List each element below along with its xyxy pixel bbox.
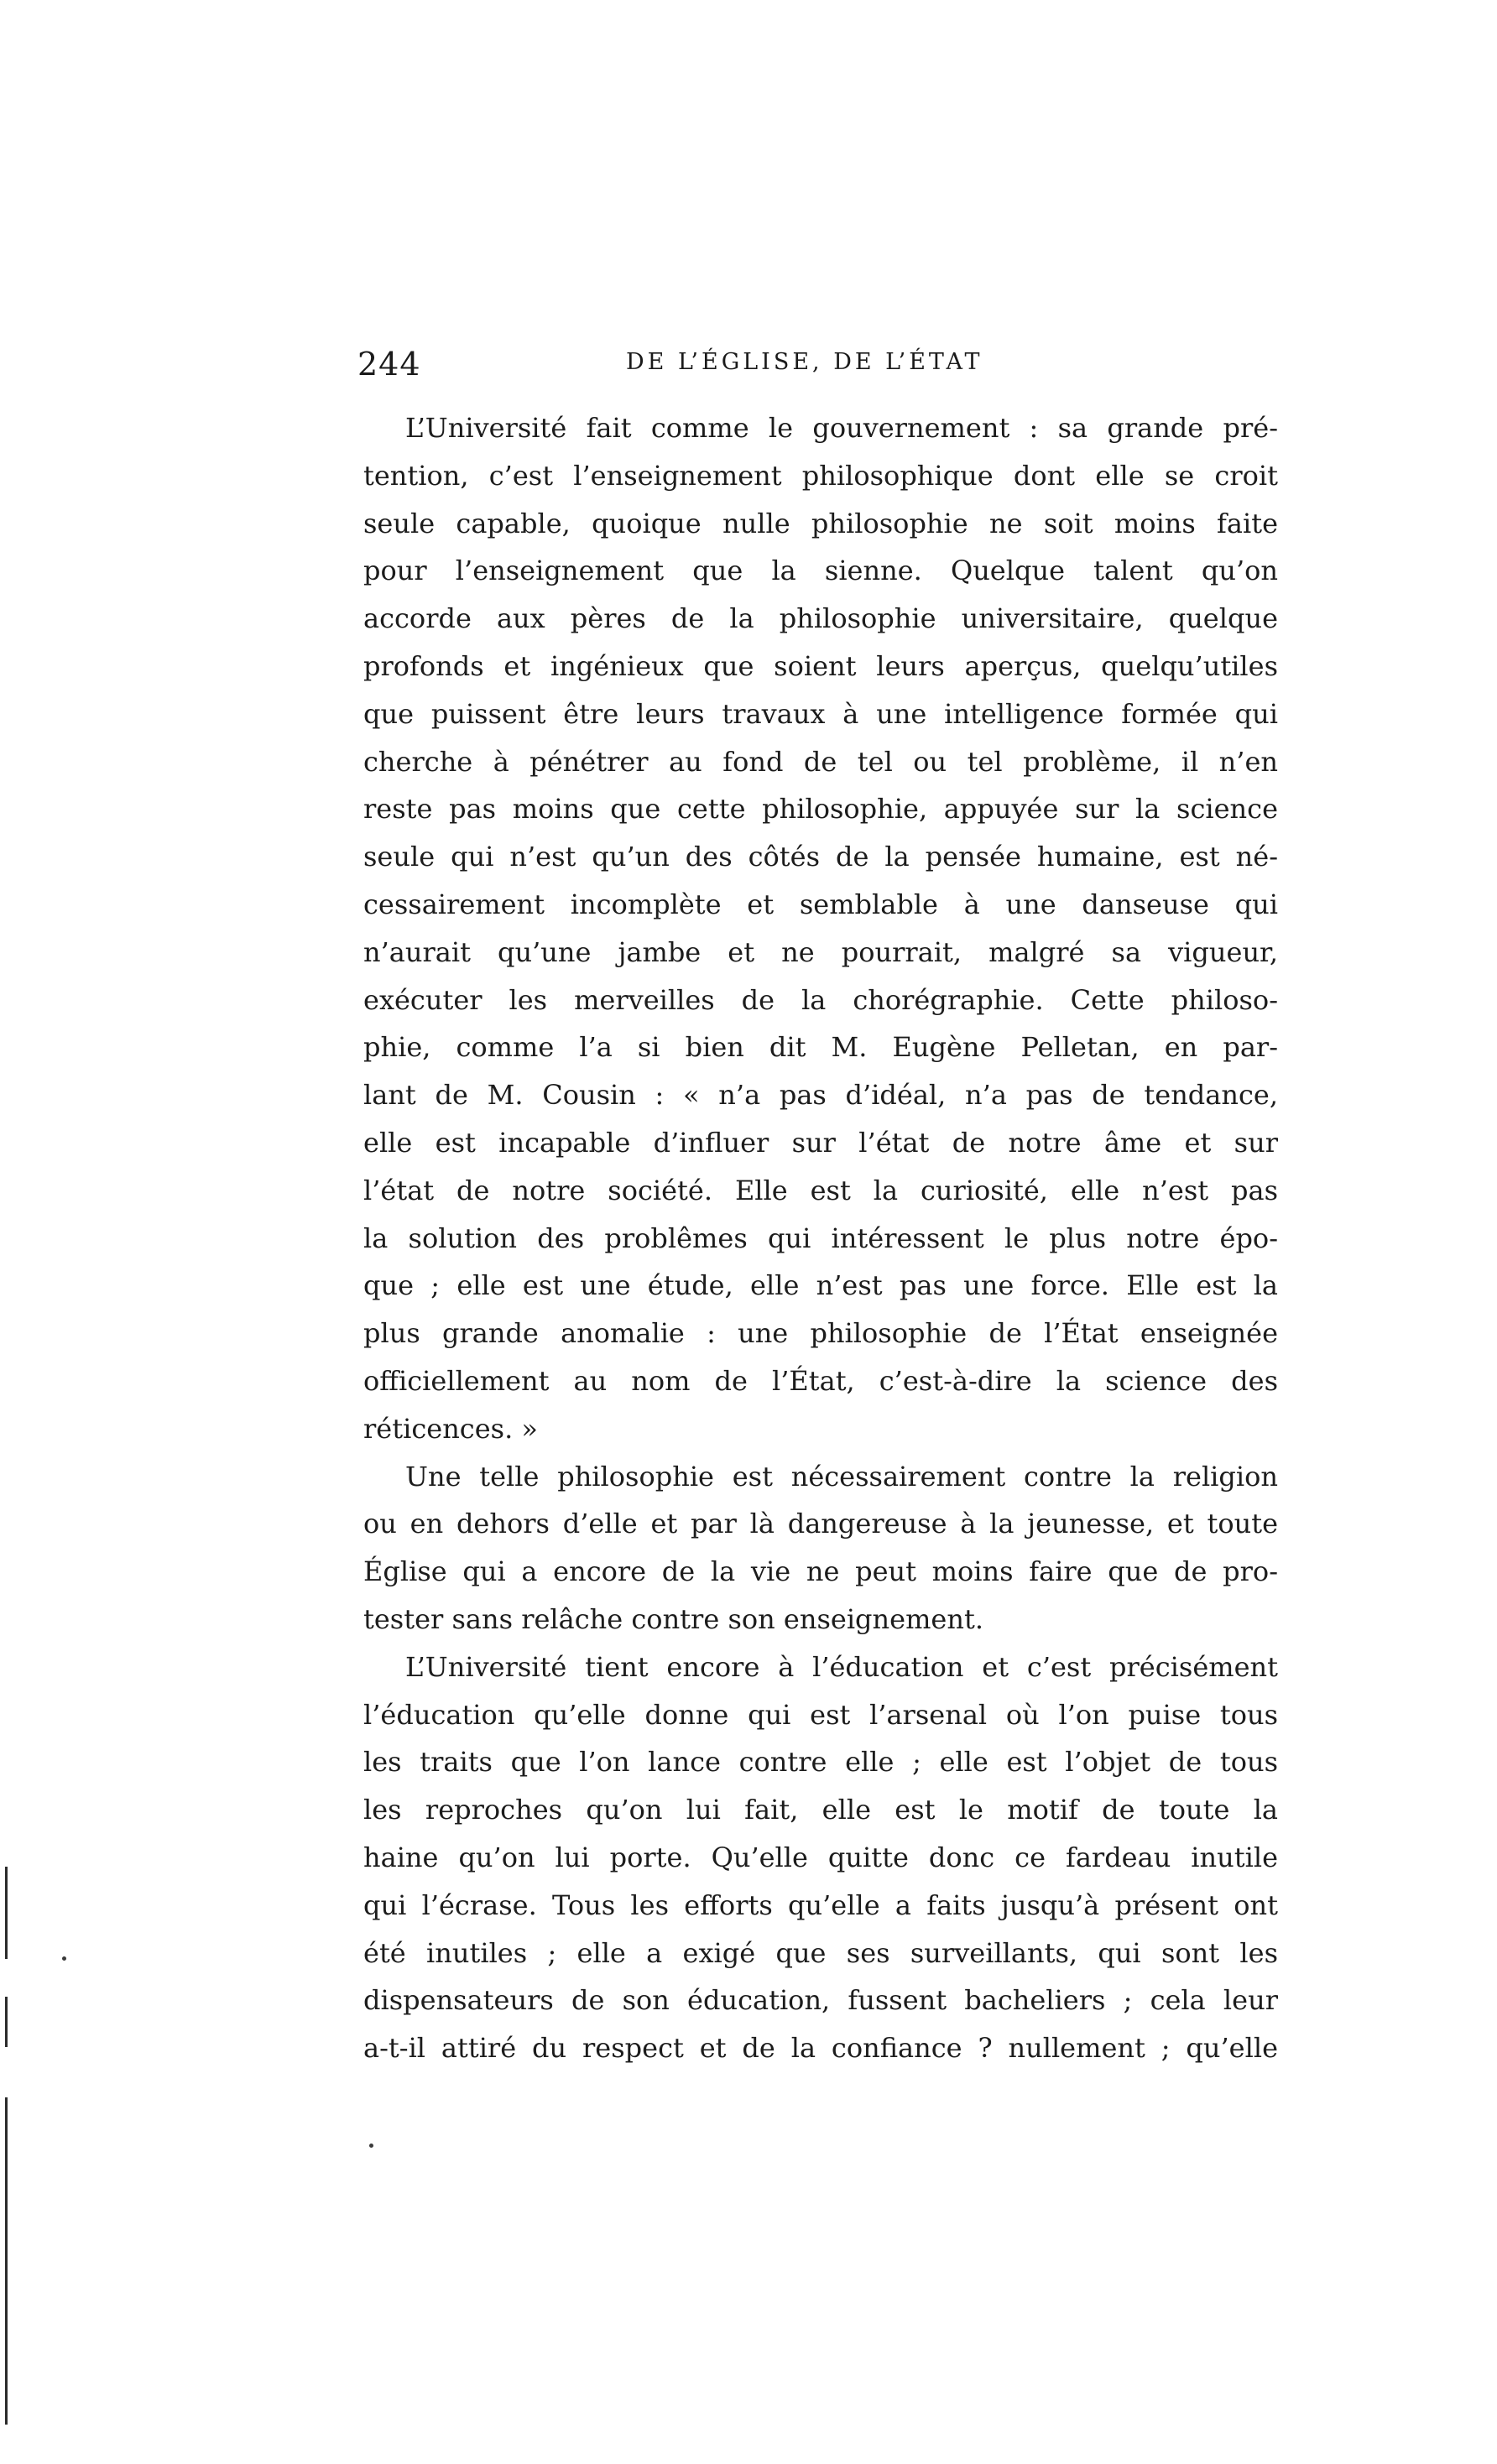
text-line: cherche à pénétrer au fond de tel ou tel problème, il n’en <box>363 745 1278 778</box>
text-line: les traits que l’on lance contre elle ; elle est l’objet de tous <box>363 1746 1278 1779</box>
text-line: qui l’écrase. Tous les efforts qu’elle a faits jusqu’à présent ont <box>363 1888 1278 1921</box>
text-line: réticences. » <box>363 1412 538 1445</box>
text-line: dispensateurs de son éducation, fussent bacheliers ; cela leur <box>363 1984 1278 2017</box>
text-line: seule qui n’est qu’un des côtés de la pensée humaine, est né- <box>363 841 1278 873</box>
running-title: DE L’ÉGLISE, DE L’ÉTAT <box>626 349 983 375</box>
text-line: la solution des problêmes qui intéressent le plus notre épo- <box>363 1222 1278 1254</box>
text-line: les reproches qu’on lui fait, elle est le motif de toute la <box>363 1794 1278 1826</box>
scan-speck <box>62 1956 66 1961</box>
text-line: officiellement au nom de l’État, c’est-à-dire la science des <box>363 1364 1278 1397</box>
scan-margin-mark <box>5 1867 8 1959</box>
text-line: Église qui a encore de la vie ne peut moins faire que de pro- <box>363 1555 1278 1588</box>
text-line: l’état de notre société. Elle est la curiosité, elle n’est pas <box>363 1174 1278 1206</box>
scan-speck <box>369 2144 373 2148</box>
page-number: 244 <box>357 346 421 383</box>
text-line: cessairement incomplète et semblable à une danseuse qui <box>363 888 1278 920</box>
text-line: elle est incapable d’influer sur l’état de notre âme et sur <box>363 1126 1278 1159</box>
text-line: que ; elle est une étude, elle n’est pas une force. Elle est la <box>363 1269 1278 1302</box>
text-line: que puissent être leurs travaux à une intelligence formée qui <box>363 697 1278 730</box>
text-line: phie, comme l’a si bien dit M. Eugène Pelletan, en par- <box>363 1031 1278 1064</box>
text-line: L’Université tient encore à l’éducation et c’est précisément <box>405 1650 1278 1683</box>
text-line: Une telle philosophie est nécessairement contre la religion <box>405 1460 1278 1492</box>
text-line: tester sans relâche contre son enseignement. <box>363 1602 983 1635</box>
text-line: seule capable, quoique nulle philosophie ne soit moins faite <box>363 507 1278 539</box>
text-line: L’Université fait comme le gouvernement : sa grande pré- <box>405 412 1278 444</box>
text-line: n’aurait qu’une jambe et ne pourrait, malgré sa vigueur, <box>363 935 1278 968</box>
text-line: l’éducation qu’elle donne qui est l’arsenal où l’on puise tous <box>363 1698 1278 1731</box>
text-line: profonds et ingénieux que soient leurs aperçus, quelqu’utiles <box>363 649 1278 682</box>
text-line: haine qu’on lui porte. Qu’elle quitte donc ce fardeau inutile <box>363 1841 1278 1873</box>
text-line: lant de M. Cousin : « n’a pas d’idéal, n’a pas de tendance, <box>363 1079 1278 1112</box>
text-line: tention, c’est l’enseignement philosophique dont elle se croit <box>363 459 1278 492</box>
text-line: été inutiles ; elle a exigé que ses surveillants, qui sont les <box>363 1936 1278 1969</box>
body-text <box>363 404 1278 2072</box>
page-header <box>357 346 1267 396</box>
text-line: exécuter les merveilles de la chorégraphie. Cette philoso- <box>363 983 1278 1016</box>
text-line: accorde aux pères de la philosophie universitaire, quelque <box>363 602 1278 635</box>
text-line: reste pas moins que cette philosophie, appuyée sur la science <box>363 793 1278 826</box>
text-line: ou en dehors d’elle et par là dangereuse à la jeunesse, et toute <box>363 1508 1278 1540</box>
scan-margin-mark <box>5 2097 8 2425</box>
text-line: plus grande anomalie : une philosophie de l’État enseignée <box>363 1317 1278 1350</box>
text-line: a-t-il attiré du respect et de la confiance ? nullement ; qu’elle <box>363 2032 1278 2065</box>
scan-margin-mark <box>5 1997 8 2047</box>
text-line: pour l’enseignement que la sienne. Quelque talent qu’on <box>363 555 1278 587</box>
